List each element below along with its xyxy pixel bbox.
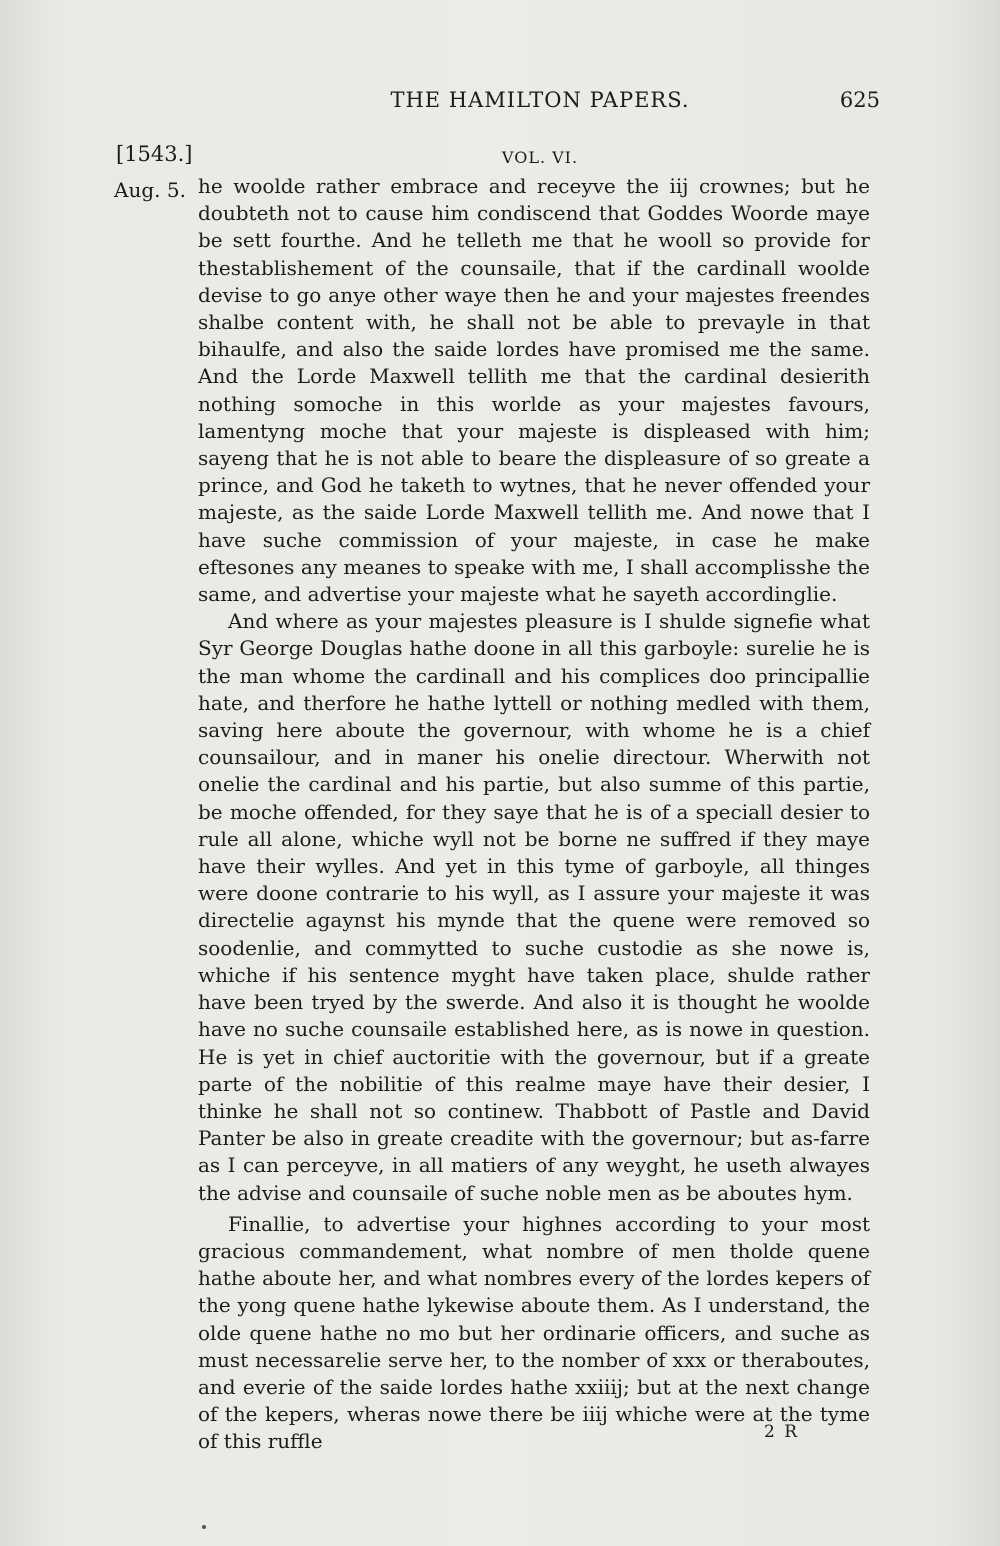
margin-date: Aug. 5.	[114, 178, 186, 202]
running-head	[200, 88, 880, 122]
volume-label: VOL. VI.	[501, 148, 579, 167]
paragraph: And where as your majestes pleasure is I shulde signefie what Syr George Douglas hathe doone in all this garboyle: surelie he is the man whome the cardinall and his complices doo principallie hate, and therfore he hathe lyttell or nothing medled with them, saving here aboute the governour, with whome he is a chief counsailour, and in maner his onelie directour. Wherwith not onelie the cardinal and his partie, but also summe of this partie, be moche offended, for they saye that he is of a speciall desier to rule all alone, whiche wyll not be borne ne suffred if they maye have their wylles. And yet in this tyme of garboyle, all thinges were doone contrarie to his wyll, as I assure your majeste it was directelie agaynst his mynde that the quene were removed so soodenlie, and commytted to suche custodie as she nowe is, whiche if his sentence myght have taken place, shulde rather have been tryed by the swerde. And also it is thought he woolde have no suche counsaile established here, as is nowe in question. He is yet in chief auctoritie with the governour, but if a greate parte of the nobilitie of this realme maye have their desier, I thinke he shall not so continew. Thabbott of Pastle and David Panter be also in greate creadite with the governour; but as-farre as I can perceyve, in all matiers of any weyght, he useth alwayes the advise and counsaile of suche noble men as be aboutes hym.	[198, 609, 870, 1205]
year-marker: [1543.]	[116, 142, 193, 166]
page-number: 625	[839, 88, 880, 112]
page-title: THE HAMILTON PAPERS.	[390, 88, 690, 112]
printer-signature-mark: 2 R	[764, 1422, 800, 1442]
letter-body	[198, 173, 870, 1456]
paper-speck	[202, 1525, 206, 1529]
paragraph: he woolde rather embrace and receyve the iij crownes; but he doubteth not to cause him condiscend that Goddes Woorde maye be sett fourthe. And he telleth me that he wooll so provide for thestablishement of the counsaile, that if the cardinall woolde devise to go anye other waye then he and your majestes freendes shalbe content with, he shall not be able to prevayle in that bihaulfe, and also the saide lordes have promised me the same. And the Lorde Maxwell tellith me that the cardinal desierith nothing somoche in this worlde as your majestes favours, lamentyng moche that your majeste is displeased with him; sayeng that he is not able to beare the displeasure of so greate a prince, and God he taketh to wytnes, that he never offended your majeste, as the saide Lorde Maxwell tellith me. And nowe that I have suche commission of your majeste, in case he make eftesones any meanes to speake with me, I shall accomplisshe the same, and advertise your majeste what he sayeth accordinglie.	[198, 174, 870, 607]
paragraph: Finallie, to advertise your highnes according to your most gracious commandement, what nombre of men tholde quene hathe aboute her, and what nombres every of the lordes kepers of the yong quene hathe lykewise aboute them. As I understand, the olde quene hathe no mo but her ordinarie officers, and suche as must necessarelie serve her, to the nomber of xxx or theraboutes, and everie of the saide lordes hathe xxiiij; but at the next change of the kepers, wheras nowe there be iiij whiche were at the tyme of this ruffle	[198, 1211, 870, 1454]
